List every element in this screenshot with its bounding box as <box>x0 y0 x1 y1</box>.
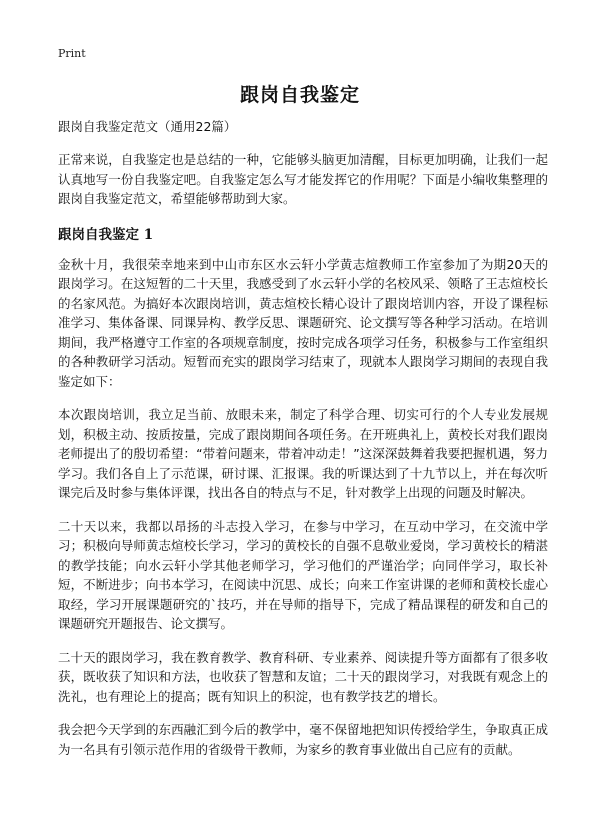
body-paragraph: 我会把今天学到的东西融汇到今后的教学中，毫不保留地把知识传授给学生，争取真正成为一名具有引领示范作用的省级骨干教师，为家乡的教育事业做出自己应有的贡献。 <box>58 722 548 757</box>
intro-paragraph: 正常来说，自我鉴定也是总结的一种，它能够头脑更加清醒，目标更加明确，让我们一起认真地写一份自我鉴定吧。自我鉴定怎么写才能发挥它的作用呢？下面是小编收集整理的跟岗自我鉴定范文，希望能够帮助到大家。 <box>58 152 548 206</box>
document-subtitle: 跟岗自我鉴定范文（通用22篇） <box>58 119 237 134</box>
body-paragraph: 金秋十月，我很荣幸地来到中山市东区水云轩小学黄志煊教师工作室参加了为期20天的跟岗学习。在这短暂的二十天里，我感受到了水云轩小学的名校风采、领略了王志煊校长的名家风范。为搞好本次跟岗培训，黄志煊校长精心设计了跟岗培训内容，开设了课程标准学习、集体备课、同课异构、教学反思、课题研究、论文撰写等各种学习活动。在培训期间，我严格遵守工作室的各项规章制度，按时完成各项学习任务，积极参与工作室组织的各种教研学习活动。短暂而充实的跟岗学习结束了，现就本人跟岗学习期间的表现自我鉴定如下： <box>58 256 548 389</box>
document-body <box>58 118 548 773</box>
page-title: 跟岗自我鉴定 <box>239 84 360 106</box>
body-paragraph: 二十天的跟岗学习，我在教育教学、教育科研、专业素养、阅读提升等方面都有了很多收获，既收获了知识和方法，也收获了智慧和友谊；二十天的跟岗学习，对我既有观念上的洗礼，也有理论上的提高；既有知识上的积淀，也有教学技艺的增长。 <box>58 649 548 704</box>
body-paragraph: 二十天以来，我都以昂扬的斗志投入学习，在参与中学习，在互动中学习，在交流中学习；积极向导师黄志煊校长学习，学习的黄校长的自强不息敬业爱岗，学习黄校长的精湛的教学技能；向水云轩小学其他老师学习，学习他们的严谨治学；向同伴学习，取长补短，不断进步；向书本学习，在阅读中沉思、成长；向来工作室讲课的老师和黄校长虚心取经，学习开展课题研究的`技巧，并在导师的指导下，完成了精品课程的研发和自己的课题研究开题报告、论文撰写。 <box>58 518 548 631</box>
body-paragraph: 本次跟岗培训，我立足当前、放眼未来，制定了科学合理、切实可行的个人专业发展规划，积极主动、按质按量，完成了跟岗期间各项任务。在开班典礼上，黄校长对我们跟岗老师提出了的殷切希望：“带着问题来，带着冲动走！”这深深鼓舞着我要把握机遇，努力学习。我们各自上了示范课，研讨课、汇报课。我的听课达到了十九节以上，并在每次听课完后及时参与集体评课，找出各自的特点与不足，针对教学上出现的问题及时解决。 <box>58 407 548 500</box>
print-label[interactable]: Print <box>58 47 86 60</box>
section-heading: 跟岗自我鉴定 1 <box>58 226 154 243</box>
